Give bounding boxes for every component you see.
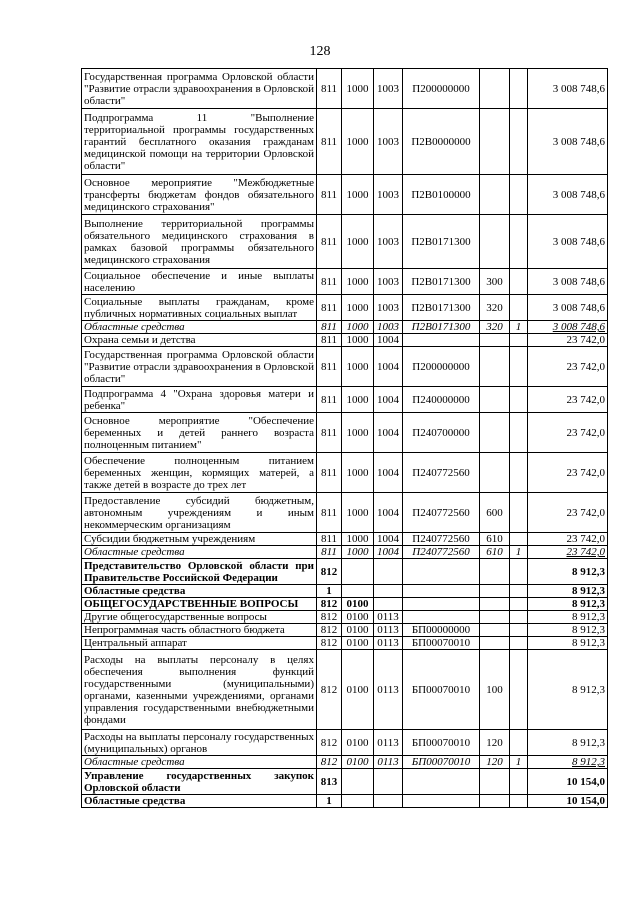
row-name: Областные средства [82,546,317,559]
row-funding-source [510,559,528,585]
row-section-code: 1000 [342,493,374,533]
row-admin-code: 811 [317,546,342,559]
row-funding-source [510,413,528,453]
row-admin-code: 812 [317,624,342,637]
row-amount: 8 912,3 [528,756,608,769]
row-amount: 3 008 748,6 [528,295,608,321]
row-funding-source [510,533,528,546]
row-admin-code: 813 [317,769,342,795]
table-row [82,334,608,347]
row-expense-type [480,769,510,795]
row-expense-type: 610 [480,546,510,559]
row-section-code: 1000 [342,453,374,493]
row-admin-code: 1 [317,795,342,808]
row-target-article: П200000000 [403,347,480,387]
row-subsection-code: 1004 [374,347,403,387]
row-funding-source [510,387,528,413]
row-expense-type [480,69,510,109]
row-section-code: 1000 [342,109,374,175]
row-subsection-code: 1004 [374,533,403,546]
row-amount: 23 742,0 [528,347,608,387]
row-section-code: 1000 [342,413,374,453]
row-expense-type [480,795,510,808]
row-expense-type [480,175,510,215]
table-row [82,637,608,650]
row-target-article: П200000000 [403,69,480,109]
row-amount: 8 912,3 [528,585,608,598]
row-funding-source [510,453,528,493]
row-target-article [403,585,480,598]
row-admin-code: 1 [317,585,342,598]
row-admin-code: 812 [317,650,342,730]
row-section-code: 0100 [342,637,374,650]
row-amount: 8 912,3 [528,637,608,650]
row-section-code: 1000 [342,69,374,109]
budget-table [81,68,608,808]
row-amount: 3 008 748,6 [528,321,608,334]
row-subsection-code: 1004 [374,387,403,413]
row-admin-code: 812 [317,559,342,585]
row-subsection-code [374,598,403,611]
table-row [82,109,608,175]
row-name: Основное мероприятие "Обеспечение беременных и детей раннего возраста полноценным питанием" [82,413,317,453]
row-section-code: 0100 [342,650,374,730]
row-name: Обеспечение полноценным питанием беременных женщин, кормящих матерей, а также детей в возрасте до трех лет [82,453,317,493]
row-admin-code: 811 [317,175,342,215]
row-admin-code: 811 [317,109,342,175]
row-name: Расходы на выплаты персоналу государственных (муниципальных) органов [82,730,317,756]
row-target-article: П2В0171300 [403,295,480,321]
row-amount: 8 912,3 [528,650,608,730]
row-target-article [403,795,480,808]
row-target-article: П2В0171300 [403,215,480,269]
row-name: Управление государственных закупок Орловской области [82,769,317,795]
row-target-article: П240772560 [403,453,480,493]
row-target-article: БП00070010 [403,637,480,650]
row-admin-code: 811 [317,334,342,347]
row-name: Охрана семьи и детства [82,334,317,347]
row-amount: 23 742,0 [528,533,608,546]
row-amount: 3 008 748,6 [528,215,608,269]
row-target-article: П240700000 [403,413,480,453]
row-subsection-code: 1003 [374,321,403,334]
row-subsection-code: 0113 [374,650,403,730]
row-admin-code: 811 [317,295,342,321]
row-admin-code: 811 [317,493,342,533]
row-expense-type: 610 [480,533,510,546]
row-funding-source [510,598,528,611]
row-target-article: П2В0000000 [403,109,480,175]
row-name: Областные средства [82,585,317,598]
row-section-code [342,559,374,585]
row-funding-source [510,650,528,730]
row-subsection-code: 1004 [374,334,403,347]
row-expense-type [480,453,510,493]
row-amount: 3 008 748,6 [528,109,608,175]
row-section-code: 0100 [342,730,374,756]
row-section-code [342,795,374,808]
row-amount: 23 742,0 [528,334,608,347]
row-amount: 10 154,0 [528,769,608,795]
row-admin-code: 811 [317,269,342,295]
row-amount: 23 742,0 [528,546,608,559]
row-section-code [342,769,374,795]
row-funding-source [510,347,528,387]
row-amount: 8 912,3 [528,598,608,611]
table-row [82,730,608,756]
row-admin-code: 811 [317,533,342,546]
row-section-code: 1000 [342,347,374,387]
row-amount: 10 154,0 [528,795,608,808]
row-section-code: 1000 [342,295,374,321]
row-admin-code: 811 [317,387,342,413]
row-funding-source [510,215,528,269]
row-subsection-code: 1003 [374,175,403,215]
row-target-article [403,598,480,611]
row-expense-type [480,413,510,453]
row-funding-source [510,493,528,533]
row-name: Государственная программа Орловской области "Развитие отрасли здравоохранения в Орловской области" [82,69,317,109]
row-target-article: БП00070010 [403,730,480,756]
row-amount: 3 008 748,6 [528,269,608,295]
row-funding-source [510,269,528,295]
table-row [82,546,608,559]
row-expense-type [480,215,510,269]
row-expense-type [480,387,510,413]
row-subsection-code: 1003 [374,109,403,175]
row-name: Представительство Орловской области при Правительстве Российской Федерации [82,559,317,585]
row-subsection-code: 0113 [374,624,403,637]
row-amount: 8 912,3 [528,611,608,624]
row-funding-source [510,769,528,795]
row-name: Центральный аппарат [82,637,317,650]
row-target-article: П240772560 [403,533,480,546]
row-section-code: 1000 [342,269,374,295]
table-row [82,347,608,387]
row-expense-type: 100 [480,650,510,730]
row-amount: 23 742,0 [528,453,608,493]
row-expense-type [480,637,510,650]
table-row [82,295,608,321]
row-amount: 3 008 748,6 [528,69,608,109]
row-target-article: БП00000000 [403,624,480,637]
row-section-code: 1000 [342,546,374,559]
row-funding-source [510,795,528,808]
row-target-article: П240000000 [403,387,480,413]
table-row [82,453,608,493]
row-name: Областные средства [82,795,317,808]
row-target-article [403,559,480,585]
row-funding-source [510,637,528,650]
row-section-code: 1000 [342,215,374,269]
row-amount: 23 742,0 [528,413,608,453]
table-row [82,559,608,585]
table-row [82,387,608,413]
row-expense-type [480,347,510,387]
table-row [82,769,608,795]
row-amount: 8 912,3 [528,559,608,585]
row-funding-source: 1 [510,756,528,769]
row-subsection-code: 1003 [374,69,403,109]
row-name: Расходы на выплаты персоналу в целях обеспечения выполнения функций государственными (муниципальными) органами, казенными учреждениями, органами управления государственными внебюджетными фондами [82,650,317,730]
row-subsection-code: 1004 [374,546,403,559]
row-funding-source [510,175,528,215]
row-funding-source [510,624,528,637]
row-amount: 8 912,3 [528,730,608,756]
row-subsection-code: 1004 [374,453,403,493]
table-row [82,650,608,730]
row-expense-type [480,334,510,347]
row-expense-type [480,611,510,624]
table-row [82,624,608,637]
row-name: Социальное обеспечение и иные выплаты населению [82,269,317,295]
row-expense-type [480,585,510,598]
row-name: Областные средства [82,756,317,769]
row-funding-source [510,109,528,175]
table-row [82,175,608,215]
row-target-article: БП00070010 [403,650,480,730]
row-name: Предоставление субсидий бюджетным, автономным учреждениям и иным некоммерческим организациям [82,493,317,533]
row-funding-source: 1 [510,321,528,334]
table-row [82,215,608,269]
row-admin-code: 811 [317,321,342,334]
row-section-code [342,585,374,598]
row-name: Основное мероприятие "Межбюджетные трансферты бюджетам фондов обязательного медицинского страхования" [82,175,317,215]
row-admin-code: 811 [317,453,342,493]
row-admin-code: 811 [317,69,342,109]
row-admin-code: 811 [317,413,342,453]
row-target-article: П240772560 [403,493,480,533]
row-target-article: П240772560 [403,546,480,559]
row-expense-type: 120 [480,730,510,756]
row-name: Областные средства [82,321,317,334]
table-row [82,585,608,598]
row-admin-code: 812 [317,598,342,611]
row-section-code: 1000 [342,387,374,413]
row-name: Другие общегосударственные вопросы [82,611,317,624]
row-subsection-code: 1004 [374,413,403,453]
row-target-article [403,334,480,347]
row-target-article: П2В0100000 [403,175,480,215]
table-row [82,413,608,453]
row-subsection-code [374,559,403,585]
row-expense-type [480,559,510,585]
row-admin-code: 811 [317,215,342,269]
row-expense-type: 600 [480,493,510,533]
table-row [82,756,608,769]
row-section-code: 0100 [342,756,374,769]
row-subsection-code: 0113 [374,637,403,650]
row-name: Подпрограмма 11 "Выполнение территориальной программы государственных гарантий бесплатного оказания гражданам медицинской помощи на территории Орловской области" [82,109,317,175]
row-expense-type [480,109,510,175]
row-funding-source [510,611,528,624]
row-subsection-code: 1003 [374,269,403,295]
row-target-article: П2В0171300 [403,269,480,295]
row-name: Субсидии бюджетным учреждениям [82,533,317,546]
row-section-code: 1000 [342,533,374,546]
table-row [82,321,608,334]
row-funding-source [510,730,528,756]
row-subsection-code: 1003 [374,215,403,269]
row-section-code: 1000 [342,321,374,334]
row-funding-source [510,334,528,347]
row-expense-type [480,624,510,637]
row-amount: 8 912,3 [528,624,608,637]
row-funding-source [510,295,528,321]
row-target-article [403,769,480,795]
row-amount: 23 742,0 [528,387,608,413]
table-row [82,795,608,808]
row-amount: 23 742,0 [528,493,608,533]
row-section-code: 0100 [342,598,374,611]
row-expense-type: 320 [480,321,510,334]
row-name: ОБЩЕГОСУДАРСТВЕННЫЕ ВОПРОСЫ [82,598,317,611]
row-expense-type: 120 [480,756,510,769]
row-subsection-code [374,769,403,795]
page-number: 128 [309,44,331,59]
table-row [82,269,608,295]
row-subsection-code: 0113 [374,730,403,756]
row-admin-code: 812 [317,730,342,756]
table-row [82,493,608,533]
row-target-article: П2В0171300 [403,321,480,334]
row-funding-source [510,585,528,598]
row-name: Социальные выплаты гражданам, кроме публичных нормативных социальных выплат [82,295,317,321]
row-funding-source [510,69,528,109]
row-name: Выполнение территориальной программы обязательного медицинского страхования в рамках базовой программы обязательного медицинского страхования [82,215,317,269]
row-section-code: 1000 [342,175,374,215]
table-row [82,598,608,611]
row-section-code: 0100 [342,611,374,624]
row-subsection-code [374,585,403,598]
row-subsection-code: 1003 [374,295,403,321]
row-section-code: 1000 [342,334,374,347]
row-subsection-code: 0113 [374,611,403,624]
table-row [82,533,608,546]
row-subsection-code: 0113 [374,756,403,769]
row-expense-type [480,598,510,611]
row-name: Непрограммная часть областного бюджета [82,624,317,637]
row-admin-code: 812 [317,611,342,624]
row-funding-source: 1 [510,546,528,559]
row-admin-code: 812 [317,637,342,650]
row-subsection-code [374,795,403,808]
row-subsection-code: 1004 [374,493,403,533]
row-expense-type: 300 [480,269,510,295]
row-section-code: 0100 [342,624,374,637]
row-target-article: БП00070010 [403,756,480,769]
row-name: Государственная программа Орловской области "Развитие отрасли здравоохранения в Орловской области" [82,347,317,387]
row-admin-code: 812 [317,756,342,769]
row-amount: 3 008 748,6 [528,175,608,215]
row-expense-type: 320 [480,295,510,321]
table-row [82,69,608,109]
row-name: Подпрограмма 4 "Охрана здоровья матери и ребенка" [82,387,317,413]
row-admin-code: 811 [317,347,342,387]
row-target-article [403,611,480,624]
table-row [82,611,608,624]
